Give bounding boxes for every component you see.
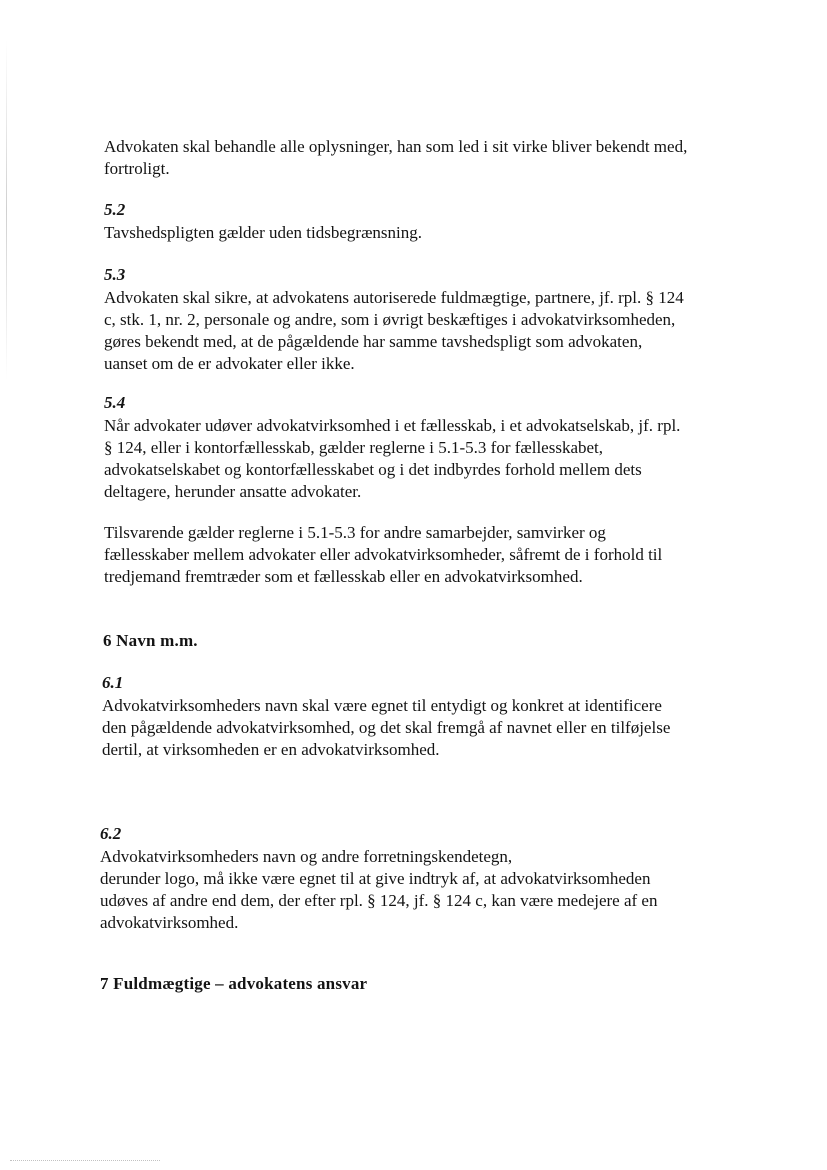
text-line: uanset om de er advokater eller ikke. — [104, 354, 355, 373]
text-line: § 124, eller i kontorfællesskab, gælder reglerne i 5.1-5.3 for fællesskabet, — [104, 438, 604, 457]
text-line: dertil, at virksomheden er en advokatvirksomhed. — [102, 740, 440, 759]
text-line: udøves af andre end dem, der efter rpl. § 124, jf. § 124 c, kan være medejere af en — [100, 891, 658, 910]
section-7-heading: 7 Fuldmægtige – advokatens ansvar — [100, 974, 368, 993]
text-line: Tavshedspligten gælder uden tidsbegrænsning. — [104, 223, 422, 242]
text-line: derunder logo, må ikke være egnet til at give indtryk af, at advokatvirksomheden — [100, 869, 651, 888]
scan-edge-mark — [6, 40, 7, 380]
text-line: Advokaten skal behandle alle oplysninger, han som led i sit virke bliver bekendt med, — [104, 137, 688, 156]
text-line: Advokaten skal sikre, at advokatens autoriserede fuldmægtige, partnere, jf. rpl. § 124 — [104, 288, 684, 307]
text-line: deltagere, herunder ansatte advokater. — [104, 482, 362, 501]
section-6-heading: 6 Navn m.m. — [103, 631, 198, 650]
clause-number-5-4: 5.4 — [104, 393, 126, 412]
paragraph-6-2 — [100, 846, 657, 934]
text-line: tredjemand fremtræder som et fællesskab eller en advokatvirksomhed. — [104, 567, 583, 586]
scan-bottom-mark — [10, 1160, 160, 1162]
paragraph-5-4-second — [104, 522, 662, 588]
text-line: Advokatvirksomheders navn og andre forretningskendetegn, — [100, 847, 513, 866]
clause-number-6-1: 6.1 — [102, 673, 124, 692]
text-line: Når advokater udøver advokatvirksomhed i et fællesskab, i et advokatselskab, jf. rpl. — [104, 416, 681, 435]
text-line: Tilsvarende gælder reglerne i 5.1-5.3 for andre samarbejder, samvirker og — [104, 523, 606, 542]
text-line: Advokatvirksomheders navn skal være egnet til entydigt og konkret at identificere — [102, 696, 662, 715]
clause-number-5-3: 5.3 — [104, 265, 126, 284]
text-line: advokatvirksomhed. — [100, 913, 239, 932]
text-line: gøres bekendt med, at de pågældende har samme tavshedspligt som advokaten, — [104, 332, 643, 351]
text-line: den pågældende advokatvirksomhed, og det skal fremgå af navnet eller en tilføjelse — [102, 718, 671, 737]
paragraph-5-4 — [104, 415, 680, 503]
text-line: advokatselskabet og kontorfællesskabet og i det indbyrdes forhold mellem dets — [104, 460, 642, 479]
clause-number-6-2: 6.2 — [100, 824, 122, 843]
clause-number-5-2: 5.2 — [104, 200, 126, 219]
text-line: fællesskaber mellem advokater eller advokatvirksomheder, såfremt de i forhold til — [104, 545, 663, 564]
paragraph-5-2 — [104, 222, 422, 244]
text-line: c, stk. 1, nr. 2, personale og andre, som i øvrigt beskæftiges i advokatvirksomheden, — [104, 310, 676, 329]
paragraph-6-1 — [102, 695, 670, 761]
paragraph-5-3 — [104, 287, 684, 375]
text-line: fortroligt. — [104, 159, 170, 178]
paragraph-5-intro — [104, 136, 687, 180]
